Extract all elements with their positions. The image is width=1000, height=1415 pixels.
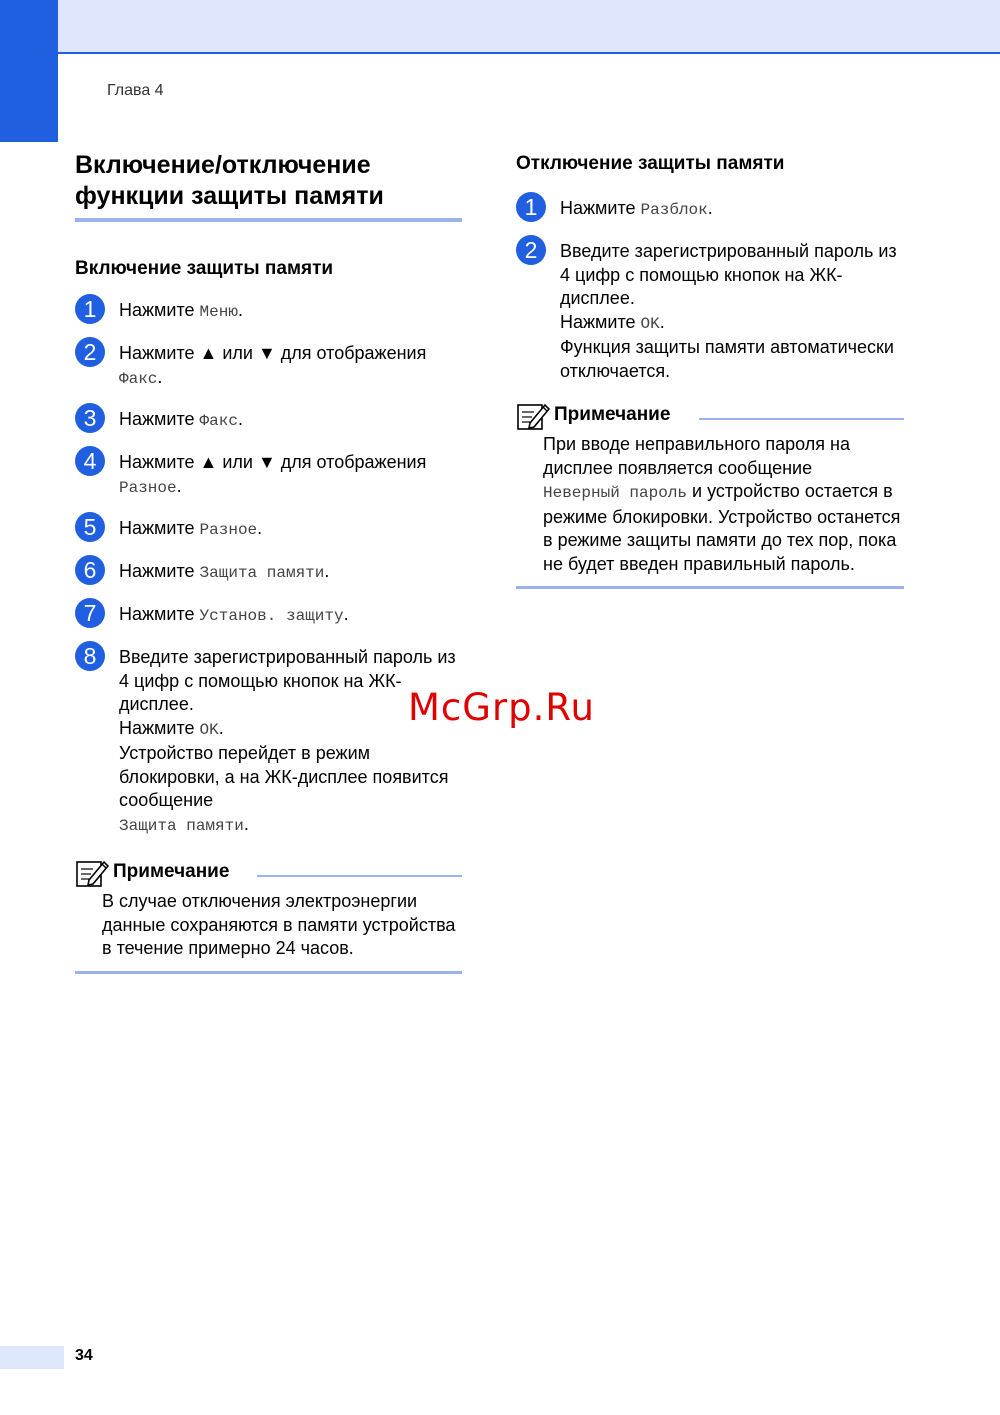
step-item: 1 Нажмите Меню. xyxy=(75,299,462,342)
step-item: 8 Введите зарегистрированный пароль из 4 цифр с помощью кнопок на ЖК-дисплее. Нажмите OK. Устройство перейдет в режим блокировки, а на ЖК-дисплее появится сообщение Защита памяти. xyxy=(75,646,462,838)
step-number: 7 xyxy=(75,598,105,628)
step-item: 1 Нажмите Разблок. xyxy=(516,197,904,240)
note-title: Примечание xyxy=(113,861,230,882)
step-item: 2 Нажмите ▲ или ▼ для отображения Факс. xyxy=(75,342,462,408)
section-title: Включение/отключение функции защиты памяти xyxy=(75,150,462,222)
note-box xyxy=(516,401,904,589)
subsection-title-disable: Отключение защиты памяти xyxy=(516,153,785,174)
step-number: 4 xyxy=(75,446,105,476)
note-pencil-icon xyxy=(516,401,550,431)
note-bottom-rule xyxy=(75,971,462,974)
page-number-bar xyxy=(0,1346,64,1369)
step-item: 3 Нажмите Факс. xyxy=(75,408,462,451)
chapter-tab xyxy=(0,0,58,142)
header-bar xyxy=(0,0,1000,54)
note-pencil-icon xyxy=(75,858,109,888)
note-box xyxy=(75,858,462,974)
note-bottom-rule xyxy=(516,586,904,589)
left-column xyxy=(75,150,462,974)
watermark: McGrp.Ru xyxy=(408,686,595,729)
note-rule xyxy=(699,418,904,420)
steps-disable xyxy=(516,194,904,383)
step-item: 2 Введите зарегистрированный пароль из 4 цифр с помощью кнопок на ЖК-дисплее. Нажмите OK. Функция защиты памяти автоматически отключается. xyxy=(516,240,904,383)
subsection-title-enable: Включение защиты памяти xyxy=(75,258,334,279)
step-number: 3 xyxy=(75,403,105,433)
step-item: 7 Нажмите Установ. защиту. xyxy=(75,603,462,646)
chapter-label: Глава 4 xyxy=(107,82,164,99)
note-text: В случае отключения электроэнергии данные сохраняются в памяти устройства в течение примерно 24 часов. xyxy=(102,891,456,958)
step-number: 1 xyxy=(75,294,105,324)
note-text: При вводе неправильного пароля на дисплее появляется сообщение Неверный пароль и устройство остается в режиме блокировки. Устройство останется в режиме защиты памяти до тех пор, пока не будет введен правильный пароль. xyxy=(543,434,901,574)
step-number: 6 xyxy=(75,555,105,585)
step-number: 1 xyxy=(516,192,546,222)
step-number: 5 xyxy=(75,512,105,542)
step-number: 2 xyxy=(516,235,546,265)
note-title: Примечание xyxy=(554,404,671,425)
step-number: 8 xyxy=(75,641,105,671)
step-item: 6 Нажмите Защита памяти. xyxy=(75,560,462,603)
step-item: 5 Нажмите Разное. xyxy=(75,517,462,560)
page-number: 34 xyxy=(75,1347,93,1364)
step-item: 4 Нажмите ▲ или ▼ для отображения Разное. xyxy=(75,451,462,517)
step-number: 2 xyxy=(75,337,105,367)
steps-enable xyxy=(75,296,462,838)
right-column xyxy=(516,150,904,589)
note-rule xyxy=(257,875,462,877)
